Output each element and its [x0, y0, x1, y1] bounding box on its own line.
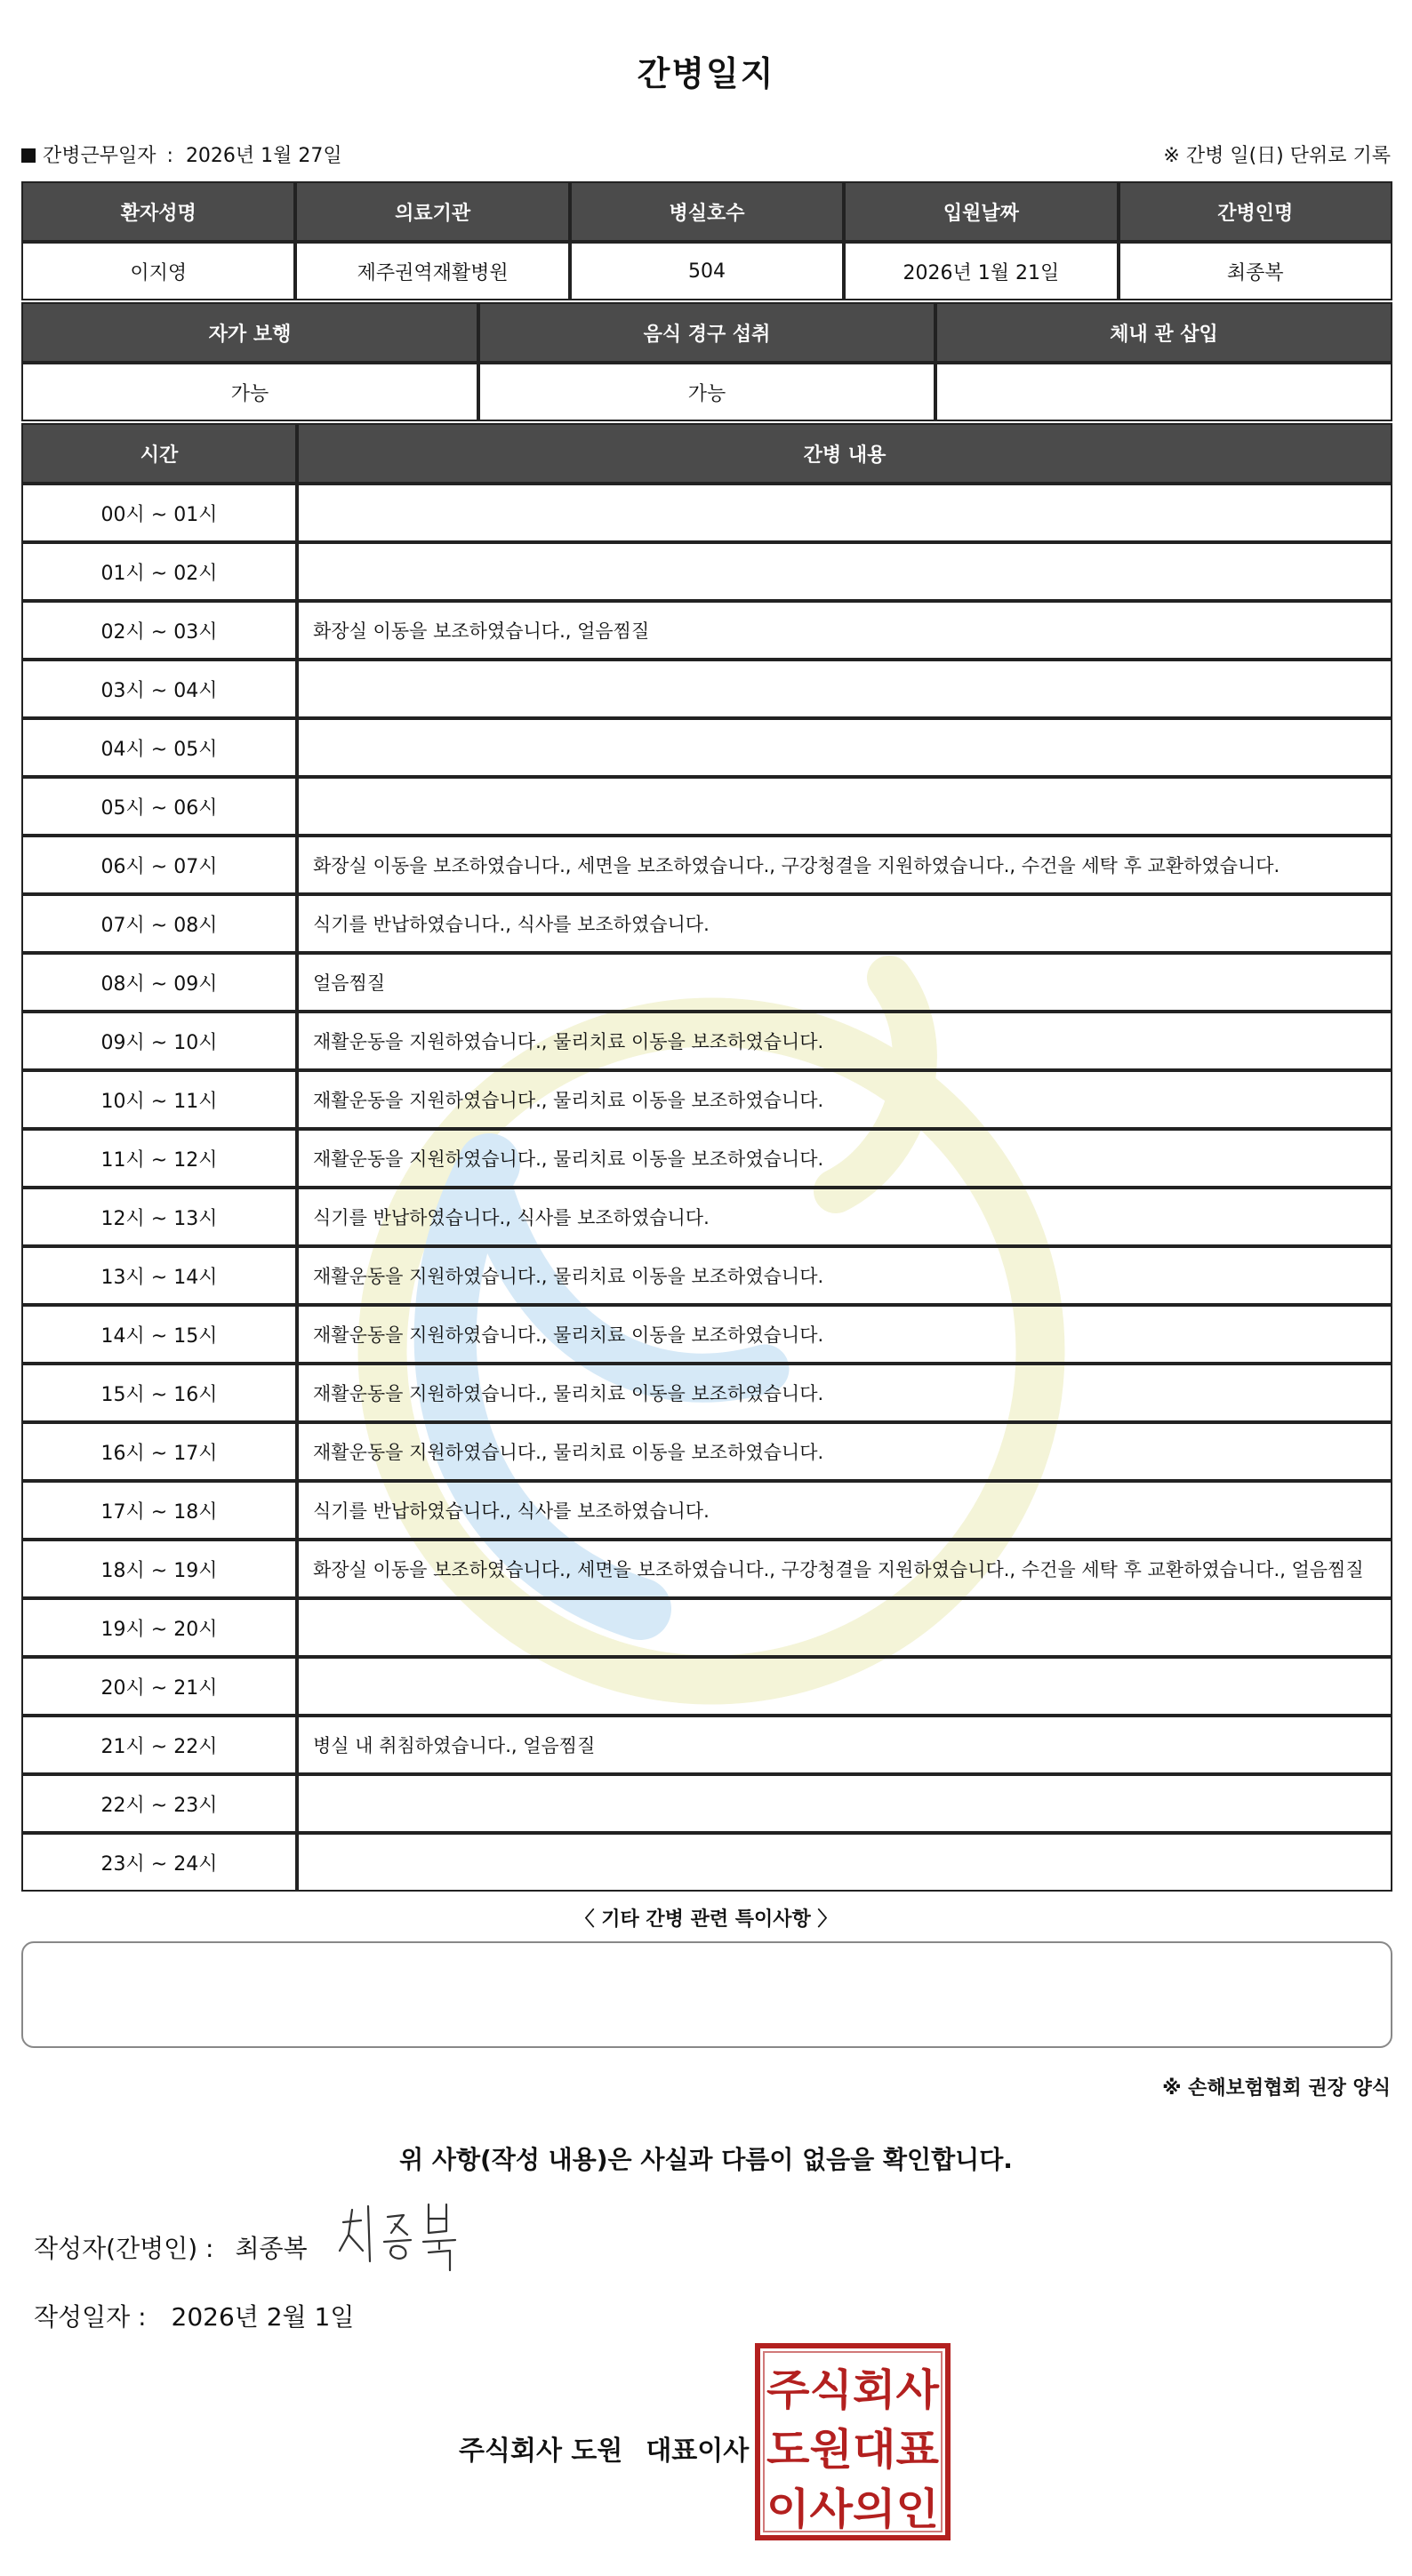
table-row: [21, 1305, 1392, 1364]
care-content: 화장실 이동을 보조하였습니다., 세면을 보조하였습니다., 구강청결을 지원하였습니다., 수건을 세탁 후 교환하였습니다., 얼음찜질: [297, 1540, 1392, 1598]
table-row: [21, 660, 1392, 718]
walking-status: 가능: [21, 363, 478, 421]
unit-note: ※ 간병 일(日) 단위로 기록: [1163, 145, 1391, 167]
care-content: [297, 777, 1392, 836]
table-row: [21, 718, 1392, 777]
time-slot: 06시 ~ 07시: [21, 836, 297, 894]
confirm-statement: 위 사항(작성 내용)은 사실과 다름이 없음을 확인합니다.: [399, 2145, 1013, 2174]
care-content: [297, 1657, 1392, 1716]
care-content: 재활운동을 지원하였습니다., 물리치료 이동을 보조하였습니다.: [297, 1246, 1392, 1305]
care-content: [297, 1833, 1392, 1892]
table-row: [21, 836, 1392, 894]
oral-intake-status: 가능: [478, 363, 935, 421]
special-notes-title: 〈 기타 간병 관련 특이사항 〉: [574, 1908, 838, 1931]
care-content: 재활운동을 지원하였습니다., 물리치료 이동을 보조하였습니다.: [297, 1129, 1392, 1188]
care-content: 재활운동을 지원하였습니다., 물리치료 이동을 보조하였습니다.: [297, 1070, 1392, 1129]
table-row: [21, 1716, 1392, 1774]
header-oral-intake: 음식 경구 섭취: [478, 302, 935, 363]
header-time: 시간: [21, 423, 297, 484]
header-patient-name: 환자성명: [21, 181, 295, 242]
table-row: [21, 1012, 1392, 1070]
care-content: [297, 718, 1392, 777]
care-content: 재활운동을 지원하였습니다., 물리치료 이동을 보조하였습니다.: [297, 1364, 1392, 1422]
time-slot: 02시 ~ 03시: [21, 601, 297, 660]
table-row: [21, 1481, 1392, 1540]
header-hospital: 의료기관: [295, 181, 569, 242]
table-row: [21, 542, 1392, 601]
time-slot: 21시 ~ 22시: [21, 1716, 297, 1774]
patient-name: 이지영: [21, 242, 295, 300]
table-row: [21, 601, 1392, 660]
writer-name: 최종복: [235, 2234, 308, 2263]
header-tube-insertion: 체내 관 삽입: [935, 302, 1392, 363]
care-content: 화장실 이동을 보조하였습니다., 얼음찜질: [297, 601, 1392, 660]
table-row: [21, 1833, 1392, 1892]
work-date-value: 2026년 1월 27일: [185, 145, 342, 167]
header-room: 병실호수: [570, 181, 844, 242]
care-content: 재활운동을 지원하였습니다., 물리치료 이동을 보조하였습니다.: [297, 1422, 1392, 1481]
care-content: 식기를 반납하였습니다., 식사를 보조하였습니다.: [297, 1481, 1392, 1540]
time-slot: 22시 ~ 23시: [21, 1774, 297, 1833]
seal-text-line: 도원대표: [766, 2425, 940, 2475]
caregiver-name: 최종복: [1119, 242, 1392, 300]
tube-insertion-status: [935, 363, 1392, 421]
time-slot: 15시 ~ 16시: [21, 1364, 297, 1422]
care-content: 화장실 이동을 보조하였습니다., 세면을 보조하였습니다., 구강청결을 지원하였습니다., 수건을 세탁 후 교환하였습니다.: [297, 836, 1392, 894]
care-log-table: [21, 423, 1392, 1892]
square-bullet-icon: [21, 148, 36, 163]
care-content: [297, 1774, 1392, 1833]
time-slot: 11시 ~ 12시: [21, 1129, 297, 1188]
table-row: [21, 777, 1392, 836]
time-slot: 08시 ~ 09시: [21, 953, 297, 1012]
care-content: [297, 542, 1392, 601]
time-slot: 10시 ~ 11시: [21, 1070, 297, 1129]
work-date-separator: :: [166, 145, 173, 167]
table-row: [21, 1598, 1392, 1657]
table-row: [21, 894, 1392, 953]
care-content: 식기를 반납하였습니다., 식사를 보조하였습니다.: [297, 894, 1392, 953]
company-seal-stamp: [754, 2342, 951, 2541]
handwritten-signature: [336, 2197, 478, 2279]
representative-title: 대표이사: [646, 2436, 750, 2467]
seal-text-line: 주식회사: [766, 2365, 940, 2415]
hospital-name: 제주권역재활병원: [295, 242, 569, 300]
admission-date: 2026년 1월 21일: [844, 242, 1118, 300]
work-date: [21, 140, 342, 168]
time-slot: 23시 ~ 24시: [21, 1833, 297, 1892]
time-slot: 16시 ~ 17시: [21, 1422, 297, 1481]
table-row: [21, 1422, 1392, 1481]
care-content: 식기를 반납하였습니다., 식사를 보조하였습니다.: [297, 1188, 1392, 1246]
company-name: 주식회사 도원: [459, 2436, 623, 2467]
time-slot: 18시 ~ 19시: [21, 1540, 297, 1598]
table-row: [21, 1070, 1392, 1129]
writer-line: [34, 2229, 308, 2265]
table-row: [21, 484, 1392, 542]
care-content: [297, 1598, 1392, 1657]
table-row: [21, 1364, 1392, 1422]
time-slot: 19시 ~ 20시: [21, 1598, 297, 1657]
time-slot: 12시 ~ 13시: [21, 1188, 297, 1246]
patient-status-table: [21, 302, 1392, 421]
header-care-content: 간병 내용: [297, 423, 1392, 484]
table-row: [21, 1246, 1392, 1305]
table-row: [21, 1774, 1392, 1833]
time-slot: 07시 ~ 08시: [21, 894, 297, 953]
time-slot: 09시 ~ 10시: [21, 1012, 297, 1070]
document-title: 간병일지: [637, 54, 775, 93]
header-caregiver: 간병인명: [1119, 181, 1392, 242]
care-content: [297, 484, 1392, 542]
care-content: 병실 내 취침하였습니다., 얼음찜질: [297, 1716, 1392, 1774]
care-content: 얼음찜질: [297, 953, 1392, 1012]
time-slot: 20시 ~ 21시: [21, 1657, 297, 1716]
time-slot: 14시 ~ 15시: [21, 1305, 297, 1364]
seal-text-line: 이사의인: [766, 2484, 939, 2534]
care-content: 재활운동을 지원하였습니다., 물리치료 이동을 보조하였습니다.: [297, 1012, 1392, 1070]
header-admission-date: 입원날짜: [844, 181, 1118, 242]
time-slot: 01시 ~ 02시: [21, 542, 297, 601]
patient-info-table: [21, 181, 1392, 300]
written-date-line: [34, 2298, 354, 2333]
table-row: [21, 953, 1392, 1012]
time-slot: 17시 ~ 18시: [21, 1481, 297, 1540]
table-row: [21, 1540, 1392, 1598]
room-number: 504: [570, 242, 844, 300]
care-content: [297, 660, 1392, 718]
special-notes-box: [21, 1941, 1392, 2048]
time-slot: 00시 ~ 01시: [21, 484, 297, 542]
time-slot: 13시 ~ 14시: [21, 1246, 297, 1305]
work-date-label: 간병근무일자: [43, 145, 156, 167]
company-line: [459, 2428, 749, 2468]
time-slot: 03시 ~ 04시: [21, 660, 297, 718]
written-date-label: 작성일자 :: [34, 2302, 147, 2332]
written-date-value: 2026년 2월 1일: [171, 2302, 355, 2332]
table-row: [21, 1188, 1392, 1246]
writer-label: 작성자(간병인) :: [34, 2234, 214, 2263]
time-slot: 05시 ~ 06시: [21, 777, 297, 836]
table-row: [21, 1129, 1392, 1188]
table-row: [21, 1657, 1392, 1716]
recommend-note: ※ 손해보험협회 권장 양식: [1162, 2077, 1391, 2100]
header-walking: 자가 보행: [21, 302, 478, 363]
care-content: 재활운동을 지원하였습니다., 물리치료 이동을 보조하였습니다.: [297, 1305, 1392, 1364]
time-slot: 04시 ~ 05시: [21, 718, 297, 777]
